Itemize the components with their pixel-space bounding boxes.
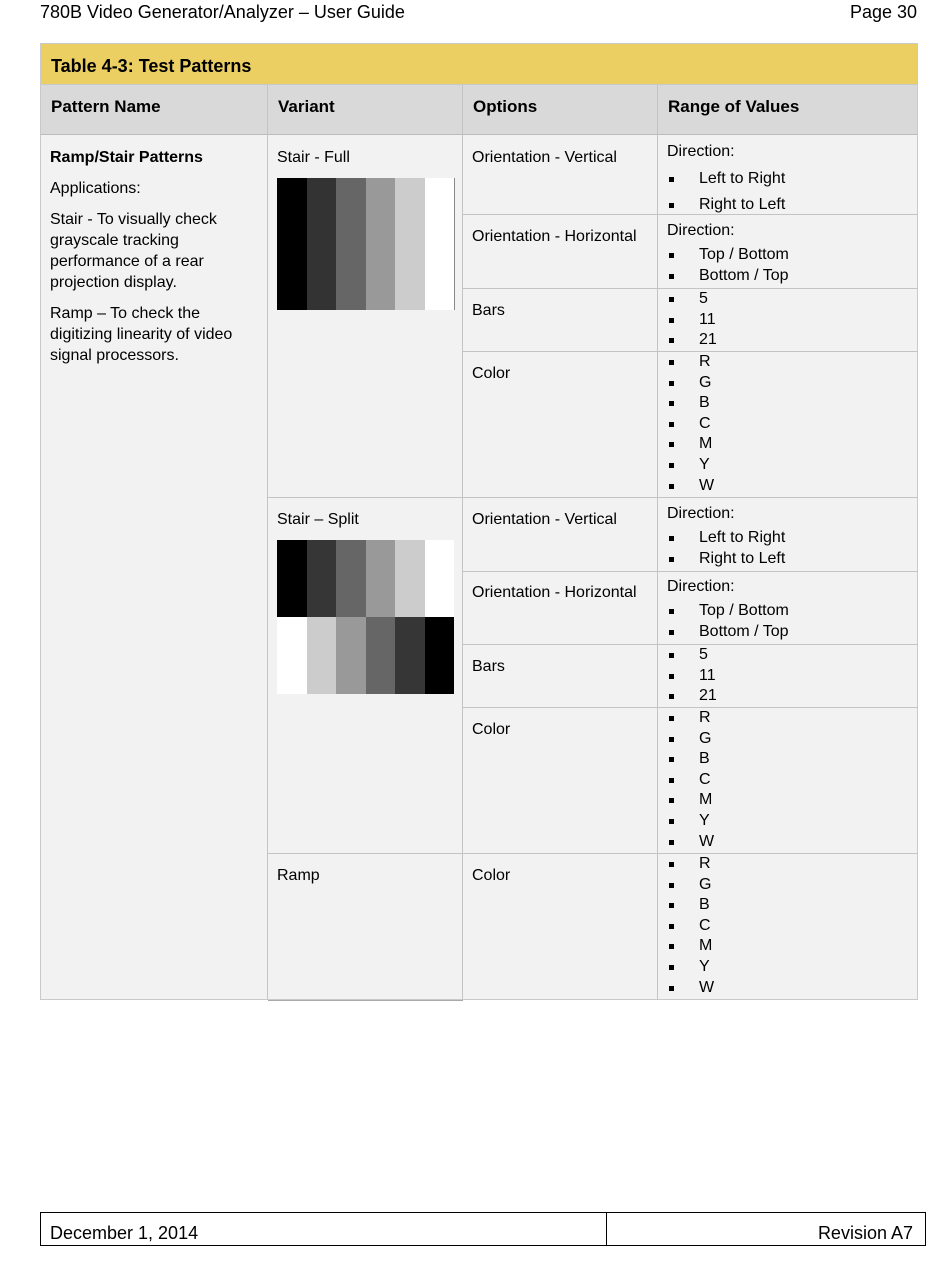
list-item: G: [667, 373, 912, 394]
list-item: Left to Right: [667, 166, 912, 192]
option-color: Color: [472, 365, 511, 382]
gray-bar: [395, 540, 425, 617]
gray-bar: [307, 178, 337, 310]
table-header-row: [40, 85, 918, 135]
option-orientation-horizontal: Orientation - Horizontal: [472, 228, 637, 245]
gray-bar: [366, 178, 396, 310]
gray-bar: [336, 540, 366, 617]
gray-bar: [395, 178, 425, 310]
gray-bar: [336, 178, 366, 310]
list-item: 5: [667, 289, 912, 310]
gray-bar: [425, 540, 455, 617]
list-item: R: [667, 352, 912, 373]
divider: [657, 85, 658, 1000]
list-item: Right to Left: [667, 549, 912, 570]
gray-bar: [425, 617, 455, 694]
option-orientation-horizontal: Orientation - Horizontal: [472, 584, 637, 601]
pattern-name-cell: [50, 147, 262, 376]
list-item: Bottom / Top: [667, 622, 912, 643]
list-item: M: [667, 790, 912, 811]
divider: [267, 497, 918, 498]
footer-revision: Revision A7: [817, 1223, 913, 1243]
option-bars: Bars: [472, 302, 505, 319]
gray-bar: [277, 178, 307, 310]
variant-stair-split: Stair – Split: [277, 511, 359, 528]
gray-bar: [277, 540, 307, 617]
range-colors: [667, 708, 912, 852]
list-item: C: [667, 414, 912, 435]
divider: [268, 1000, 463, 1001]
applications-label: Applications:: [50, 180, 141, 197]
list-item: C: [667, 916, 912, 937]
direction-label: Direction:: [667, 143, 735, 160]
direction-label: Direction:: [667, 222, 735, 239]
list-item: G: [667, 875, 912, 896]
gray-bar: [336, 617, 366, 694]
stair-split-bottom-pattern: [277, 617, 454, 694]
page-footer: [40, 1212, 926, 1246]
document-title: 780B Video Generator/Analyzer – User Guide: [40, 2, 405, 22]
list-item: Right to Left: [667, 192, 912, 218]
range-vertical-directions: [667, 141, 912, 218]
direction-label: Direction:: [667, 505, 735, 522]
list-item: 21: [667, 686, 912, 707]
divider: [462, 85, 463, 1000]
option-orientation-vertical: Orientation - Vertical: [472, 149, 617, 166]
range-colors: [667, 352, 912, 496]
stair-application: Stair - To visually check grayscale tracking performance of a rear projection display.: [50, 211, 217, 291]
divider: [267, 85, 268, 1000]
variant-stair-full: Stair - Full: [277, 149, 350, 166]
list-item: 11: [667, 666, 912, 687]
list-item: 11: [667, 310, 912, 331]
column-header-variant: Variant: [278, 97, 335, 116]
stair-full-pattern-image: [277, 178, 455, 310]
option-color: Color: [472, 867, 511, 884]
list-item: 21: [667, 330, 912, 351]
divider: [606, 1213, 607, 1245]
gray-bar: [366, 540, 396, 617]
gray-bar: [425, 178, 455, 310]
list-item: Top / Bottom: [667, 601, 912, 622]
column-header-range: Range of Values: [668, 97, 800, 116]
list-item: M: [667, 936, 912, 957]
option-bars: Bars: [472, 658, 505, 675]
list-item: G: [667, 729, 912, 750]
list-item: R: [667, 708, 912, 729]
range-bars: [667, 289, 912, 351]
range-vertical-directions: [667, 503, 912, 569]
gray-bar: [307, 540, 337, 617]
table-title: Table 4-3: Test Patterns: [40, 43, 918, 85]
page-number: Page 30: [849, 2, 917, 22]
list-item: 5: [667, 645, 912, 666]
column-header-options: Options: [473, 97, 538, 116]
range-colors: [667, 854, 912, 998]
option-orientation-vertical: Orientation - Vertical: [472, 511, 617, 528]
list-item: W: [667, 476, 912, 497]
list-item: Bottom / Top: [667, 266, 912, 287]
list-item: Left to Right: [667, 528, 912, 549]
column-header-pattern-name: Pattern Name: [51, 97, 161, 116]
range-bars: [667, 645, 912, 707]
list-item: B: [667, 749, 912, 770]
range-horizontal-directions: [667, 220, 912, 286]
list-item: C: [667, 770, 912, 791]
test-patterns-table: [40, 43, 918, 1000]
pattern-name: Ramp/Stair Patterns: [50, 149, 203, 166]
list-item: R: [667, 854, 912, 875]
gray-bar: [277, 617, 307, 694]
variant-ramp: Ramp: [277, 867, 320, 884]
gray-bar: [395, 617, 425, 694]
list-item: Y: [667, 455, 912, 476]
list-item: W: [667, 978, 912, 999]
divider: [462, 571, 918, 572]
range-horizontal-directions: [667, 576, 912, 642]
option-color: Color: [472, 721, 511, 738]
footer-date: December 1, 2014: [50, 1223, 199, 1243]
list-item: B: [667, 895, 912, 916]
list-item: M: [667, 434, 912, 455]
stair-split-top-pattern: [277, 540, 454, 617]
list-item: Top / Bottom: [667, 245, 912, 266]
list-item: Y: [667, 811, 912, 832]
direction-label: Direction:: [667, 578, 735, 595]
list-item: W: [667, 832, 912, 853]
gray-bar: [307, 617, 337, 694]
list-item: B: [667, 393, 912, 414]
ramp-application: Ramp – To check the digitizing linearity of video signal processors.: [50, 305, 233, 364]
gray-bar: [366, 617, 396, 694]
list-item: Y: [667, 957, 912, 978]
